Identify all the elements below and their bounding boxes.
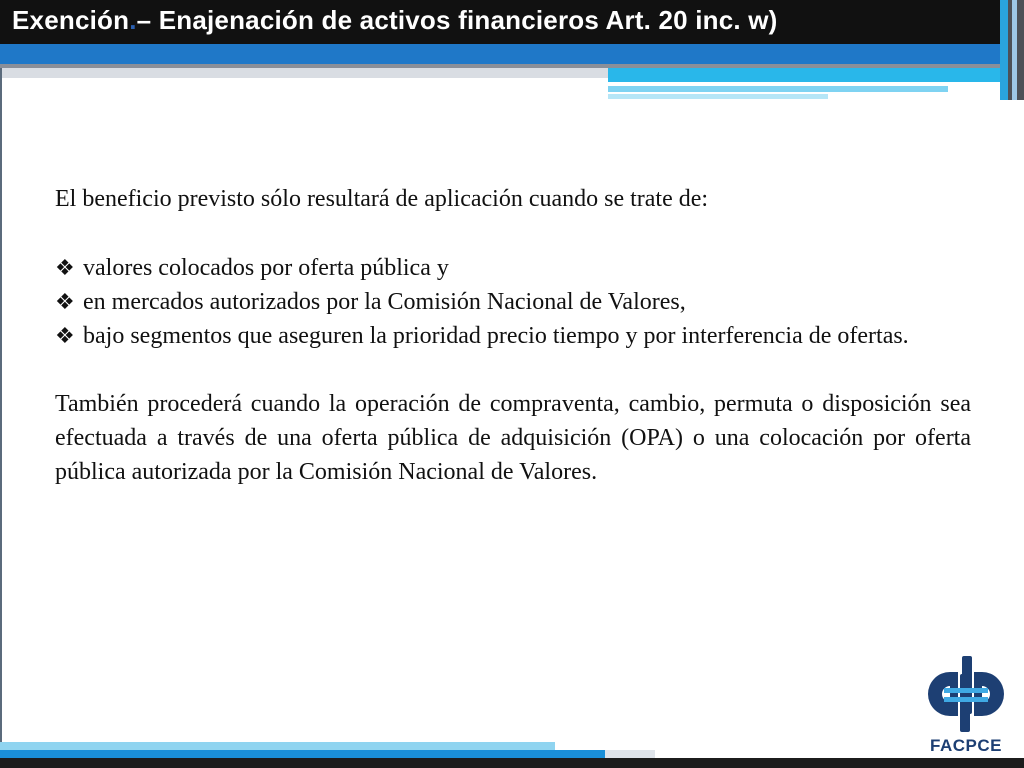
header-stripe-light — [0, 68, 608, 78]
facpce-logo-icon — [918, 652, 1014, 736]
title-part1: Exención — [12, 5, 130, 35]
list-item — [55, 251, 971, 285]
footer-stripe-blue — [0, 750, 605, 758]
list-item — [55, 285, 971, 319]
title-bar — [0, 0, 1000, 44]
bullet-list — [55, 251, 971, 353]
diamond-bullet-icon: ❖ — [55, 255, 75, 280]
footer-stripe-light — [605, 750, 655, 758]
header-stripe-cyan — [608, 68, 1000, 82]
footer-stripe-black — [0, 758, 1024, 768]
title-part2: – Enajenación de activos financieros Art. 20 inc. w) — [136, 5, 778, 35]
header-stripe-cyan-faint — [608, 94, 828, 99]
second-paragraph: También procederá cuando la operación de compraventa, cambio, permuta o disposición sea efectuada a través de una oferta pública de adquisición (OPA) o una colocación por oferta pública autorizada por la Comisión Nacional de Valores. — [55, 391, 971, 485]
slide-content — [55, 182, 971, 489]
right-edge-stripe-cyan — [1000, 0, 1008, 100]
diamond-bullet-icon: ❖ — [55, 289, 75, 314]
header-stripe-blue — [0, 44, 1000, 64]
left-border-rule — [0, 68, 2, 748]
slide-title — [12, 5, 778, 36]
facpce-logo — [918, 652, 1014, 760]
diamond-bullet-icon: ❖ — [55, 323, 75, 348]
bullet-text: bajo segmentos que aseguren la prioridad precio tiempo y por interferencia de ofertas. — [83, 323, 909, 349]
right-edge-stripe-light — [1012, 0, 1017, 100]
bullet-text: en mercados autorizados por la Comisión Nacional de Valores, — [83, 289, 686, 315]
logo-text: FACPCE — [930, 736, 1002, 755]
header-stripe-cyan-thin — [608, 86, 948, 92]
footer-stripe-cyan — [0, 742, 555, 750]
list-item — [55, 319, 971, 353]
intro-paragraph: El beneficio previsto sólo resultará de aplicación cuando se trate de: — [55, 186, 709, 212]
title-dot: . — [129, 5, 137, 35]
bullet-text: valores colocados por oferta pública y — [83, 255, 449, 281]
